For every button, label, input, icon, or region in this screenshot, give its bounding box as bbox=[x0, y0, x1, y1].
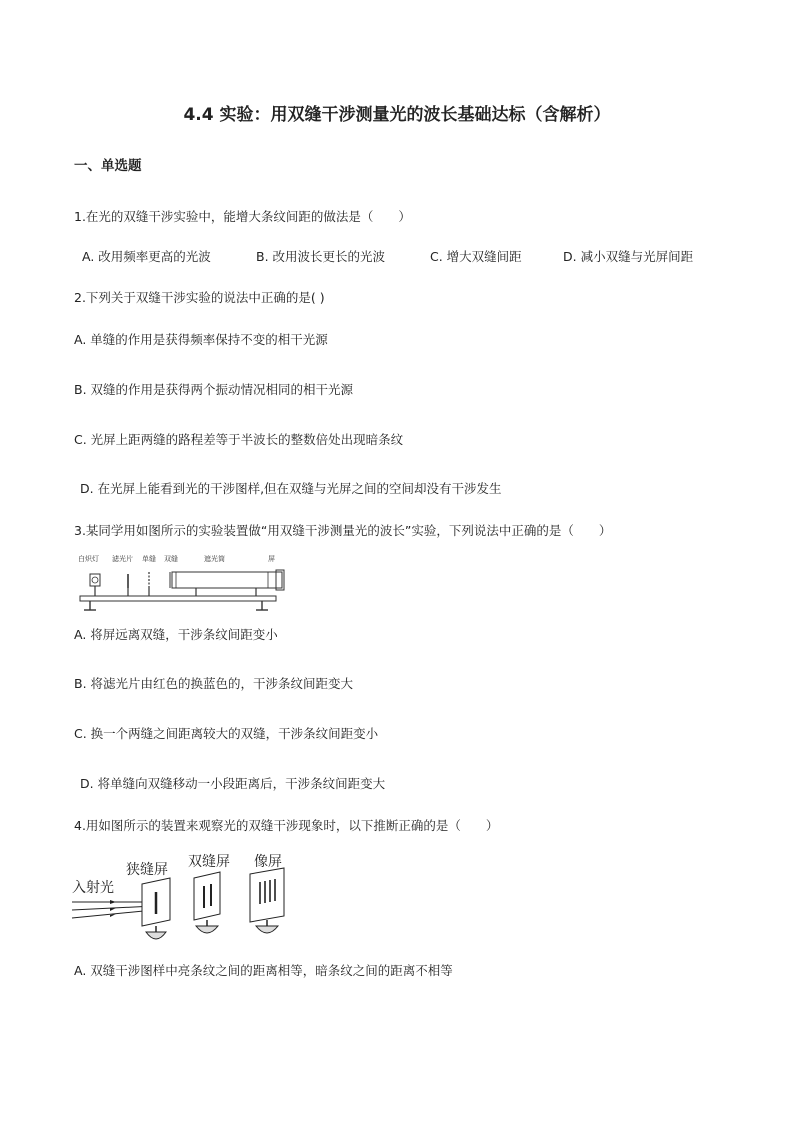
question-3-option-b: B. 将滤光片由红色的换蓝色的，干涉条纹间距变大 bbox=[74, 676, 354, 691]
page-title: 4.4 实验：用双缝干涉测量光的波长基础达标（含解析） bbox=[183, 105, 611, 125]
label-image-screen: 像屏 bbox=[254, 854, 282, 870]
label-filter: 滤光片 bbox=[112, 555, 133, 563]
apparatus-diagram bbox=[76, 552, 292, 614]
question-1-option-d: D. 减小双缝与光屏间距 bbox=[563, 249, 694, 264]
section-heading: 一、单选题 bbox=[74, 158, 142, 174]
label-double-slit-screen: 双缝屏 bbox=[188, 854, 230, 870]
apparatus-figure bbox=[76, 552, 292, 614]
question-1-stem: 1.在光的双缝干涉实验中，能增大条纹间距的做法是（ ） bbox=[74, 209, 411, 224]
question-1-option-b: B. 改用波长更长的光波 bbox=[256, 249, 386, 264]
label-double-slit: 双缝 bbox=[164, 555, 178, 563]
double-slit-diagram bbox=[70, 848, 300, 948]
question-4-option-a: A. 双缝干涉图样中亮条纹之间的距离相等，暗条纹之间的距离不相等 bbox=[74, 963, 453, 978]
question-2-option-d: D. 在光屏上能看到光的干涉图样,但在双缝与光屏之间的空间却没有干涉发生 bbox=[80, 481, 502, 496]
question-3-option-a: A. 将屏远离双缝，干涉条纹间距变小 bbox=[74, 627, 278, 642]
question-4-stem: 4.用如图所示的装置来观察光的双缝干涉现象时，以下推断正确的是（ ） bbox=[74, 818, 499, 833]
label-lamp: 白炽灯 bbox=[78, 555, 99, 563]
question-1-option-a: A. 改用频率更高的光波 bbox=[82, 249, 211, 264]
question-2-stem: 2.下列关于双缝干涉实验的说法中正确的是( ) bbox=[74, 290, 325, 305]
label-screen: 屏 bbox=[268, 555, 275, 563]
label-incident-light: 入射光 bbox=[72, 880, 114, 896]
label-single-slit: 单缝 bbox=[142, 555, 156, 563]
double-slit-figure bbox=[70, 848, 300, 948]
question-3-option-d: D. 将单缝向双缝移动一小段距离后，干涉条纹间距变大 bbox=[80, 776, 386, 791]
label-tube: 遮光筒 bbox=[204, 555, 225, 563]
question-2-option-a: A. 单缝的作用是获得频率保持不变的相干光源 bbox=[74, 332, 328, 347]
question-2-option-c: C. 光屏上距两缝的路程差等于半波长的整数倍处出现暗条纹 bbox=[74, 432, 404, 447]
question-3-option-c: C. 换一个两缝之间距离较大的双缝，干涉条纹间距变小 bbox=[74, 726, 379, 741]
label-slit-screen: 狭缝屏 bbox=[126, 862, 168, 878]
question-2-option-b: B. 双缝的作用是获得两个振动情况相同的相干光源 bbox=[74, 382, 354, 397]
question-3-stem: 3.某同学用如图所示的实验装置做“用双缝干涉测量光的波长”实验，下列说法中正确的是（ ） bbox=[74, 523, 612, 538]
question-1-option-c: C. 增大双缝间距 bbox=[430, 249, 522, 264]
